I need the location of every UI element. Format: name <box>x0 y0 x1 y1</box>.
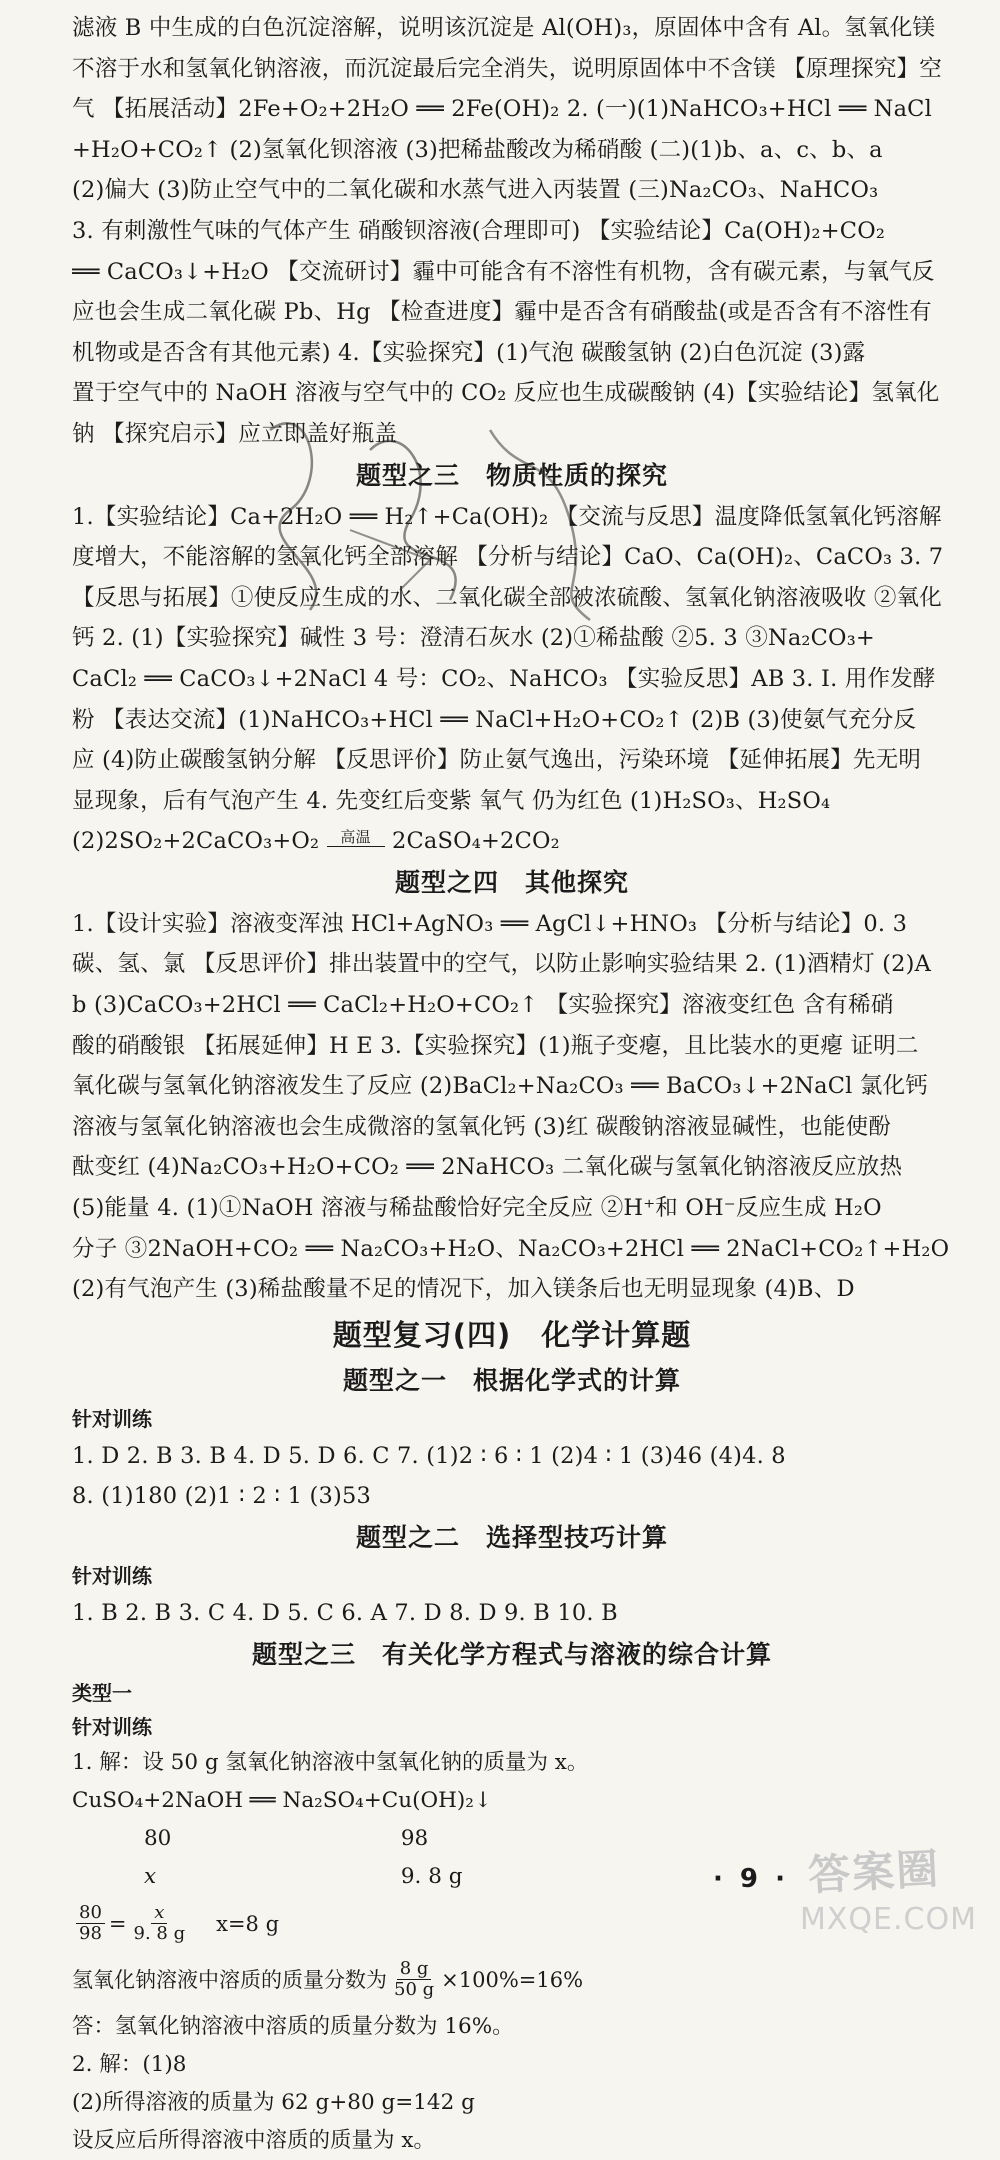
solution-line: 1. 解：设 50 g 氢氧化钠溶液中氢氧化钠的质量为 x。 <box>72 1749 589 1775</box>
text-line: 显现象，后有气泡产生 4. 先变红后变紫 氧气 仍为红色 (1)H₂SO₃、H₂SO₄ <box>72 787 831 814</box>
text-line: 【反思与拓展】①使反应生成的水、二氧化碳全部被浓硫酸、氢氧化钠溶液吸收 ②氧化 <box>72 584 942 611</box>
practice-label: 针对训练 <box>72 1714 152 1739</box>
answer-block-formula-calc <box>72 1436 952 1517</box>
equation-left: (2)2SO₂+2CaCO₃+O₂ <box>72 828 320 855</box>
molar-mass-naoh: 80 <box>144 1825 172 1851</box>
text-line: 钠 【探究启示】应立即盖好瓶盖 <box>72 420 398 447</box>
text-line: (2)偏大 (3)防止空气中的二氧化碳和水蒸气进入丙装置 (三)Na₂CO₃、NaHCO₃ <box>72 177 879 204</box>
text-line: 碳、氢、氯 【反思评价】排出装置中的空气，以防止影响实验结果 2. (1)酒精灯 (2)A <box>72 951 932 978</box>
percentage-line <box>72 1952 952 2008</box>
solution-line: 2. 解：(1)8 <box>72 2051 187 2077</box>
answer-block-other-inquiry <box>72 904 952 1310</box>
section-title-formula-calc: 题型之一 根据化学式的计算 <box>342 1365 681 1395</box>
watermark-url: MXQE.COM <box>800 1902 977 1937</box>
text-line: 不溶于水和氢氧化钠溶液，而沉淀最后完全消失，说明原固体中不含镁 【原理探究】空 <box>72 55 942 82</box>
text-line: (5)能量 4. (1)①NaOH 溶液与稀盐酸恰好完全反应 ②H⁺和 OH⁻反应生成 H₂O <box>72 1195 882 1222</box>
text-line: 应 (4)防止碳酸氢钠分解 【反思评价】防止氨气逸出，污染环境 【延伸拓展】先无明 <box>72 747 922 774</box>
answer-line: 答：氢氧化钠溶液中溶质的质量分数为 16%。 <box>72 2013 514 2039</box>
percentage-suffix: ×100%=16% <box>441 1967 584 1992</box>
text-line: 粉 【表达交流】(1)NaHCO₃+HCl ══ NaCl+H₂O+CO₂↑ (2)B (3)使氨气充分反 <box>72 706 917 733</box>
text-line: 机物或是否含有其他元素) 4.【实验探究】(1)气泡 碳酸氢钠 (2)白色沉淀 (3)露 <box>72 339 866 366</box>
text-line: 度增大，不能溶解的氢氧化钙全部溶解 【分析与结论】CaO、Ca(OH)₂、CaCO₃ 3. 7 <box>72 544 944 571</box>
text-line: +H₂O+CO₂↑ (2)氢氧化钡溶液 (3)把稀盐酸改为稀硝酸 (二)(1)b、a、c、b、a <box>72 136 883 163</box>
text-line: (2)有气泡产生 (3)稀盐酸量不足的情况下，加入镁条后也无明显现象 (4)B、D <box>72 1276 855 1303</box>
equation-arrow <box>327 829 385 855</box>
practice-label: 针对训练 <box>72 1406 152 1431</box>
text-line: 1. D 2. B 3. B 4. D 5. D 6. C 7. (1)2 ∶ 6 ∶ 1 (2)4 ∶ 1 (3)46 (4)4. 8 <box>72 1442 786 1469</box>
molar-mass-cuoh2: 98 <box>400 1825 429 1851</box>
equation-right: 2CaSO₄+2CO₂ <box>391 828 560 855</box>
answer-block-property-inquiry <box>72 497 952 862</box>
answer-block-choice-calc <box>72 1593 952 1634</box>
type-label: 类型一 <box>72 1680 132 1705</box>
chemical-equation: CuSO₄+2NaOH ══ Na₂SO₄+Cu(OH)₂↓ <box>72 1787 492 1813</box>
section-title-property-inquiry: 题型之三 物质性质的探究 <box>355 460 668 490</box>
text-line: 溶液与氢氧化钠溶液也会生成微溶的氢氧化钙 (3)红 碳酸钠溶液显碱性，也能使酚 <box>72 1113 891 1140</box>
percentage-prefix: 氢氧化钠溶液中溶质的质量分数为 <box>72 1967 387 1992</box>
text-line: 应也会生成二氧化碳 Pb、Hg 【检查进度】霾中是否含有硝酸盐(或是否含有不溶性有 <box>72 299 932 326</box>
result: x=8 g <box>216 1911 280 1936</box>
text-line: 3. 有刺激性气味的气体产生 硝酸钡溶液(合理即可) 【实验结论】Ca(OH)₂+CO₂ <box>72 217 886 244</box>
review-title-calculation: 题型复习(四) 化学计算题 <box>332 1317 692 1352</box>
section-title-choice-calc: 题型之二 选择型技巧计算 <box>355 1523 668 1552</box>
text-line: 置于空气中的 NaOH 溶液与空气中的 CO₂ 反应也生成碳酸钠 (4)【实验结论】氢氧化 <box>72 380 940 407</box>
equation-line <box>72 821 952 862</box>
answer-block-continued <box>72 8 952 455</box>
mass-naoh: x <box>144 1863 157 1889</box>
solution-line: (2)所得溶液的质量为 62 g+80 g=142 g <box>72 2089 475 2115</box>
text-line: 分子 ③2NaOH+CO₂ ══ Na₂CO₃+H₂O、Na₂CO₃+2HCl ══ 2NaCl+CO₂↑+H₂O <box>72 1235 950 1262</box>
text-line: 酸的硝酸银 【拓展延伸】H E 3.【实验探究】(1)瓶子变瘪，且比装水的更瘪 证明二 <box>72 1032 919 1059</box>
fraction: $\frac{x}{9. 8 g}$ <box>133 1902 186 1945</box>
practice-label: 针对训练 <box>72 1564 152 1588</box>
text-line: ══ CaCO₃↓+H₂O 【交流研讨】霾中可能含有不溶性有机物，含有碳元素，与氧气反 <box>72 258 935 285</box>
equals-sign: = <box>108 1911 127 1936</box>
text-line: CaCl₂ ══ CaCO₃↓+2NaCl 4 号：CO₂、NaHCO₃ 【实验反思】AB 3. Ⅰ. 用作发酵 <box>72 665 936 692</box>
mass-cuoh2: 9. 8 g <box>400 1863 463 1889</box>
solution-line: 设反应后所得溶液中溶质的质量为 x。 <box>72 2127 435 2153</box>
watermark-logo: 答案圈 <box>806 1843 942 1900</box>
text-line: 1. B 2. B 3. C 4. D 5. C 6. A 7. D 8. D 9. B 10. B <box>72 1600 618 1626</box>
text-line: 1.【实验结论】Ca+2H₂O ══ H₂↑+Ca(OH)₂ 【交流与反思】温度降低氢氧化钙溶解 <box>72 503 942 530</box>
text-line: 滤液 B 中生成的白色沉淀溶解，说明该沉淀是 Al(OH)₃，原固体中含有 Al。氢氧化镁 <box>72 15 936 41</box>
text-line: 1.【设计实验】溶液变浑浊 HCl+AgNO₃ ══ AgCl↓+HNO₃ 【分析与结论】0. 3 <box>72 910 908 937</box>
text-line: 酞变红 (4)Na₂CO₃+H₂O+CO₂ ══ 2NaHCO₃ 二氧化碳与氢氧化钠溶液反应放热 <box>72 1154 903 1181</box>
worked-solution <box>72 1744 952 2160</box>
answer-page <box>72 8 952 2160</box>
fraction: $\frac{8 g}{50 g}$ <box>394 1958 435 2001</box>
section-title-equation-solution-calc: 题型之三 有关化学方程式与溶液的综合计算 <box>251 1639 772 1669</box>
section-title-other-inquiry: 题型之四 其他探究 <box>394 867 629 897</box>
text-line: 氧化碳与氢氧化钠溶液发生了反应 (2)BaCl₂+Na₂CO₃ ══ BaCO₃↓+2NaCl 氯化钙 <box>72 1073 928 1100</box>
text-line: 气 【拓展活动】2Fe+O₂+2H₂O ══ 2Fe(OH)₂ 2. (一)(1)NaHCO₃+HCl ══ NaCl <box>72 96 932 123</box>
text-line: b (3)CaCO₃+2HCl ══ CaCl₂+H₂O+CO₂↑ 【实验探究】溶液变红色 含有稀硝 <box>72 992 894 1019</box>
equation-bar <box>327 846 385 855</box>
text-line: 钙 2. (1)【实验探究】碱性 3 号：澄清石灰水 (2)①稀盐酸 ②5. 3 ③Na₂CO₃+ <box>72 625 875 652</box>
fraction: $\frac{80}{98}$ <box>76 1903 105 1944</box>
equation-condition: 高温 <box>340 828 371 847</box>
text-line: 8. (1)180 (2)1 ∶ 2 ∶ 1 (3)53 <box>72 1483 371 1510</box>
page-number: · 9 · <box>713 1864 789 1894</box>
